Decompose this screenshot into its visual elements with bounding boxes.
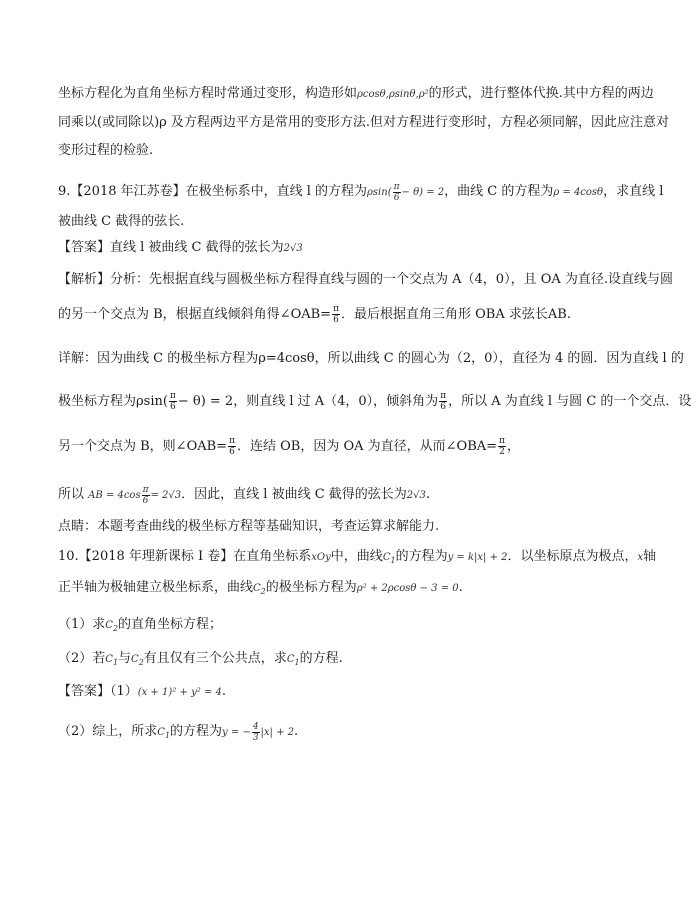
math-inline: x [637, 552, 644, 563]
c2-symbol [253, 583, 266, 594]
text: ．最后根据直角三角形 OBA 求弦长AB. [341, 307, 571, 322]
text: ．以坐标原点为极点， [507, 549, 638, 564]
text: . [221, 684, 226, 699]
text: 的方程为 [170, 724, 223, 739]
q10-line-1 [58, 549, 657, 569]
text: 轴 [643, 549, 657, 564]
text: 的极坐标方程为 [265, 580, 357, 595]
subscript: 1 [164, 731, 171, 740]
fraction [169, 391, 177, 412]
subscript: 2 [138, 658, 144, 667]
intro-line-2: 同乘以(或同除以)ρ 及方程两边平方是常用的变形方法.但对方程进行变形时，方程必须同解，因此应注意对 [58, 115, 670, 130]
eq-part: C [382, 552, 391, 563]
math-inline: 2√3 [283, 243, 303, 254]
fraction [252, 722, 260, 743]
text: 的方程. [299, 651, 343, 666]
text: 【答案】直线 l 被曲线 C 截得的弦长为 [58, 240, 284, 255]
text: 9.【2018 年江苏卷】在极坐标系中，直线 l 的方程为 [58, 184, 368, 199]
subscript: 2 [112, 624, 119, 633]
fraction [332, 304, 340, 325]
text: 所以 [58, 487, 85, 502]
text: − θ) = 2，则直线 l 过 A（4，0），倾斜角为 [177, 394, 439, 409]
frac-den: 3 [252, 733, 259, 743]
subscript: 2 [260, 587, 266, 596]
q9-line-1 [58, 182, 664, 203]
eq-part: y = − [222, 727, 251, 738]
frac-den: 6 [393, 193, 400, 203]
frac-num: π [393, 182, 400, 192]
c1-symbol [383, 552, 396, 563]
text: 中，曲线 [330, 549, 383, 564]
q10-part-1 [58, 617, 582, 637]
q9-so-eq [88, 485, 182, 506]
text: ，求直线 l [603, 184, 664, 199]
math-inline: 2√3 [406, 490, 426, 501]
eq-part: C [157, 727, 165, 738]
frac-num: π [169, 391, 176, 401]
c1-symbol [287, 654, 300, 665]
math-inline: y = k|x| + 2 [447, 552, 508, 563]
text: 有且仅有三个公共点，求 [143, 651, 287, 666]
text: 的另一个交点为 B，根据直线倾斜角得∠OAB= [58, 307, 332, 322]
text: （1）求 [58, 617, 106, 632]
q10-answer-1 [58, 684, 582, 701]
q9-line-2: 被曲线 C 截得的弦长. [58, 214, 185, 229]
text: . [458, 580, 463, 595]
text: 正半轴为极轴建立极坐标系，曲线 [58, 580, 254, 595]
text: 坐标方程化为直角坐标方程时常通过变形，构造形如 [58, 86, 358, 101]
frac-num: π [499, 436, 505, 446]
fraction [228, 436, 236, 457]
text: ，所以 A 为直线 l 与圆 C 的一个交点．设 [448, 394, 691, 409]
q9-so: 所以 AB = 4cos $\frac{\pi}{6}$ = 2√3．因此，直线 l 被曲线 C 截得的弦长为2√3. [58, 485, 431, 506]
text: . [294, 724, 299, 739]
text: 的形式，进行整体代换.其中方程的两边 [428, 86, 654, 101]
fraction [393, 182, 401, 203]
text: 与 [118, 651, 132, 666]
subscript: 1 [112, 658, 119, 667]
frac-den: 6 [229, 447, 235, 457]
eq-part: C [131, 654, 139, 665]
c2-symbol [131, 654, 144, 665]
frac-num: π [333, 304, 339, 314]
eq-part: AB = 4cos [88, 490, 141, 501]
c2-symbol [105, 620, 118, 631]
text: 的方程为 [395, 549, 448, 564]
q10-ans2-eq [222, 722, 295, 743]
q9-comment: 点睛：本题考查曲线的极坐标方程等基础知识，考查运算求解能力. [58, 519, 440, 534]
text: ．连结 OB，因为 OA 为直径，从而∠OBA= [237, 439, 498, 454]
math-inline: (x + 1)² + y² = 4 [137, 687, 222, 698]
frac-num: 4 [252, 722, 259, 732]
q10-line-2 [58, 580, 582, 600]
subscript: 1 [390, 556, 396, 565]
text: （2）综上，所求 [58, 724, 158, 739]
text: （2）若 [58, 651, 106, 666]
frac-num: π [440, 391, 447, 401]
frac-den: 6 [170, 402, 176, 412]
text: 10.【2018 年理新课标 I 卷】在直角坐标系 [58, 549, 312, 564]
frac-num: π [229, 436, 235, 446]
text: 的直角坐标方程； [118, 617, 223, 632]
intro-line-1 [58, 86, 654, 103]
fraction [439, 391, 447, 412]
eq-part: = 2√3 [150, 490, 182, 501]
q9-detail-2 [58, 391, 691, 412]
q9-eq-line [367, 182, 445, 203]
frac-den: 6 [440, 402, 447, 412]
frac-den: 6 [142, 496, 149, 506]
q9-eq-curve: ρ = 4cosθ [553, 187, 604, 198]
q10-answer-2 [58, 722, 582, 744]
text: ，曲线 C 的方程为 [444, 184, 554, 199]
eq-part: C [105, 620, 113, 631]
eq-part: C [286, 654, 295, 665]
frac-den: 2 [499, 447, 505, 457]
frac-den: 6 [333, 315, 339, 325]
eq-part: ρsin( [367, 187, 392, 198]
frac-num: π [142, 485, 149, 495]
fraction [142, 485, 150, 506]
math-inline: ρ² + 2ρcosθ − 3 = 0 [356, 583, 459, 594]
text: 另一个交点为 B，则∠OAB= [58, 439, 228, 454]
c1-symbol [157, 727, 170, 738]
intro-line-3: 变形过程的检验. [58, 143, 154, 158]
math-inline: ρcosθ,ρsinθ,ρ² [357, 89, 429, 100]
eq-part: |x| + 2 [260, 727, 295, 738]
eq-part: − θ) = 2 [401, 187, 445, 198]
q9-detail-1: 详解：因为曲线 C 的极坐标方程为ρ=4cosθ，所以曲线 C 的圆心为（2，0），直径为 4 的圆．因为直线 l 的 [58, 351, 684, 366]
text: 【答案】（1） [58, 684, 138, 699]
math-inline: xOy [311, 552, 331, 563]
fraction [498, 436, 506, 457]
eq-part: C [105, 654, 113, 665]
q9-analysis-1: 【解析】分析：先根据直线与圆极坐标方程得直线与圆的一个交点为 A（4，0），且 OA 为直径.设直线与圆 [58, 272, 674, 287]
q9-answer [58, 240, 582, 257]
eq-part: C [253, 583, 261, 594]
text: ．因此，直线 l 被曲线 C 截得的弦长为 [181, 487, 407, 502]
q9-analysis-2 [58, 304, 582, 325]
text: 极坐标方程为ρsin( [58, 394, 168, 409]
text: ， [506, 439, 520, 454]
subscript: 1 [294, 658, 300, 667]
q10-part-2 [58, 651, 582, 671]
c1-symbol [105, 654, 118, 665]
q9-detail-3 [58, 436, 582, 457]
